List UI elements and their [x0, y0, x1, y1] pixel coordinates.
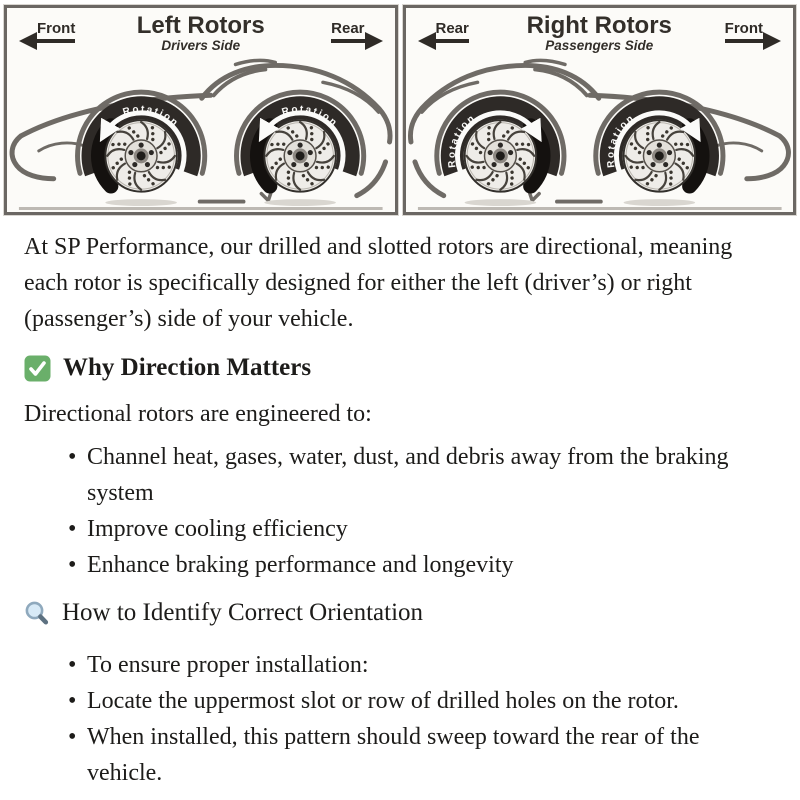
rotation-label: Rotation	[280, 103, 340, 130]
panel-title: Right Rotors	[526, 12, 672, 39]
rotation-label: Rotation	[121, 103, 182, 130]
left-car-illustration	[7, 58, 395, 212]
rear-arrow-icon: Rear	[436, 21, 469, 43]
right-rotors-panel	[403, 5, 797, 215]
right-car-illustration	[406, 58, 794, 212]
panel-subtitle: Drivers Side	[161, 38, 241, 54]
rear-arrow-icon: Rear	[331, 21, 364, 43]
list-item: • When installed, this pattern should sweep toward the rear of the vehicle.	[48, 719, 748, 791]
front-direction-indicator	[725, 20, 763, 43]
list-item: • To ensure proper installation:	[48, 647, 748, 683]
list-item: • Locate the uppermost slot or row of drilled holes on the rotor.	[48, 683, 748, 719]
front-arrow-icon: Front	[725, 21, 763, 43]
panel-subtitle: Passengers Side	[545, 38, 654, 54]
rotation-label: Rotation	[604, 112, 637, 169]
rotation-label: Rotation	[445, 112, 478, 169]
rear-direction-indicator	[331, 20, 364, 43]
right-panel-header	[406, 8, 794, 58]
section-heading-identify-orientation	[24, 595, 770, 631]
section-heading-text: Why Direction Matters	[63, 354, 312, 381]
list-item: • Channel heat, gases, water, dust, and debris away from the braking system	[48, 439, 748, 511]
front-arrow-icon: Front	[37, 21, 75, 43]
section-lead: Directional rotors are engineered to:	[24, 401, 372, 427]
list-item: • Improve cooling efficiency	[48, 511, 748, 547]
panel-title: Left Rotors	[136, 12, 265, 39]
list-item: • Enhance braking performance and longevity	[48, 547, 748, 583]
article-body	[0, 229, 800, 791]
front-direction-indicator	[37, 20, 75, 43]
rotor-direction-diagram	[0, 0, 800, 215]
magnifier-icon	[24, 600, 50, 627]
orientation-steps-list	[24, 647, 770, 791]
intro-paragraph: At SP Performance, our drilled and slotted rotors are directional, meaning each rotor is specifically designed for either the left (driver’s) or right (passenger’s) side of your vehicle.	[24, 234, 733, 332]
benefits-list	[24, 439, 770, 583]
check-icon	[24, 355, 51, 382]
section-heading-why-direction-matters	[24, 350, 770, 386]
left-panel-header	[7, 8, 395, 58]
left-rotors-panel	[4, 5, 398, 215]
rear-direction-indicator	[436, 20, 469, 43]
section-heading-text: How to Identify Correct Orientation	[62, 599, 424, 626]
